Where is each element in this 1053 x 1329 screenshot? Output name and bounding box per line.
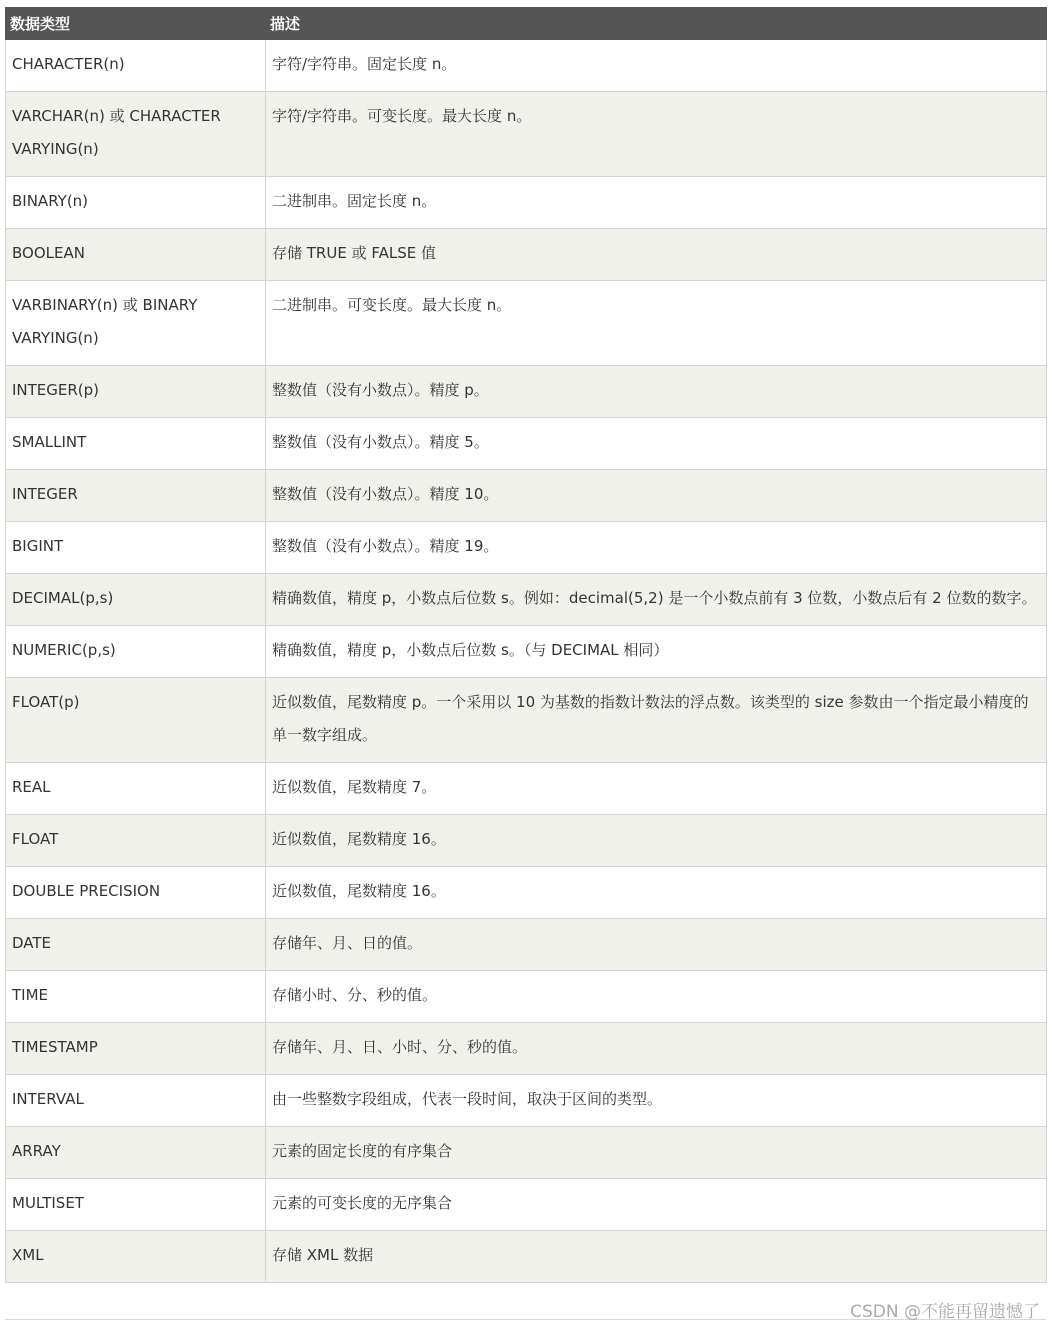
table-row [6, 229, 1047, 281]
table-row [6, 678, 1047, 763]
cell-description: 元素的固定长度的有序集合 [266, 1127, 1047, 1179]
cell-description: 由一些整数字段组成，代表一段时间，取决于区间的类型。 [266, 1075, 1047, 1127]
cell-description: 存储 XML 数据 [266, 1231, 1047, 1283]
cell-description: 二进制串。可变长度。最大长度 n。 [266, 281, 1047, 366]
cell-data-type: BINARY(n) [6, 177, 266, 229]
cell-data-type: NUMERIC(p,s) [6, 626, 266, 678]
table-row [6, 1231, 1047, 1283]
cell-data-type: CHARACTER(n) [6, 40, 266, 92]
table-row [6, 1179, 1047, 1231]
table-body [6, 40, 1047, 1283]
cell-data-type: INTERVAL [6, 1075, 266, 1127]
cell-description: 精确数值，精度 p，小数点后位数 s。（与 DECIMAL 相同） [266, 626, 1047, 678]
cell-data-type: FLOAT [6, 815, 266, 867]
cell-description: 精确数值，精度 p，小数点后位数 s。例如：decimal(5,2) 是一个小数点前有 3 位数，小数点后有 2 位数的数字。 [266, 574, 1047, 626]
cell-description: 整数值（没有小数点）。精度 10。 [266, 470, 1047, 522]
cell-data-type: BIGINT [6, 522, 266, 574]
cell-data-type: DOUBLE PRECISION [6, 867, 266, 919]
cell-data-type: DECIMAL(p,s) [6, 574, 266, 626]
header-description: 描述 [266, 8, 1047, 40]
cell-data-type: VARCHAR(n) 或 CHARACTER VARYING(n) [6, 92, 266, 177]
table-row [6, 470, 1047, 522]
cell-data-type: REAL [6, 763, 266, 815]
table-row [6, 281, 1047, 366]
cell-description: 存储小时、分、秒的值。 [266, 971, 1047, 1023]
table-row [6, 92, 1047, 177]
table-row [6, 177, 1047, 229]
cell-data-type: TIMESTAMP [6, 1023, 266, 1075]
cell-description: 字符/字符串。固定长度 n。 [266, 40, 1047, 92]
table-row [6, 1127, 1047, 1179]
table-row [6, 919, 1047, 971]
cell-description: 近似数值，尾数精度 7。 [266, 763, 1047, 815]
cell-description: 存储 TRUE 或 FALSE 值 [266, 229, 1047, 281]
cell-data-type: DATE [6, 919, 266, 971]
csdn-watermark: CSDN @不能再留遗憾了 [850, 1302, 1040, 1322]
cell-description: 存储年、月、日、小时、分、秒的值。 [266, 1023, 1047, 1075]
header-data-type: 数据类型 [6, 8, 266, 40]
table-row [6, 971, 1047, 1023]
cell-description: 整数值（没有小数点）。精度 p。 [266, 366, 1047, 418]
cell-data-type: VARBINARY(n) 或 BINARY VARYING(n) [6, 281, 266, 366]
table-row [6, 626, 1047, 678]
cell-description: 近似数值，尾数精度 16。 [266, 815, 1047, 867]
table-row [6, 1023, 1047, 1075]
cell-data-type: INTEGER(p) [6, 366, 266, 418]
cell-description: 字符/字符串。可变长度。最大长度 n。 [266, 92, 1047, 177]
cell-data-type: SMALLINT [6, 418, 266, 470]
table-row [6, 40, 1047, 92]
table-row [6, 1075, 1047, 1127]
cell-data-type: TIME [6, 971, 266, 1023]
cell-description: 近似数值，尾数精度 16。 [266, 867, 1047, 919]
table-row [6, 418, 1047, 470]
table-row [6, 815, 1047, 867]
cell-data-type: INTEGER [6, 470, 266, 522]
data-types-table-container [5, 7, 1046, 1283]
table-row [6, 867, 1047, 919]
cell-description: 存储年、月、日的值。 [266, 919, 1047, 971]
cell-data-type: MULTISET [6, 1179, 266, 1231]
table-row [6, 763, 1047, 815]
table-row [6, 574, 1047, 626]
cell-data-type: ARRAY [6, 1127, 266, 1179]
header-row [6, 8, 1047, 40]
cell-description: 整数值（没有小数点）。精度 5。 [266, 418, 1047, 470]
table-row [6, 522, 1047, 574]
cell-data-type: XML [6, 1231, 266, 1283]
cell-data-type: BOOLEAN [6, 229, 266, 281]
cell-description: 元素的可变长度的无序集合 [266, 1179, 1047, 1231]
cell-description: 整数值（没有小数点）。精度 19。 [266, 522, 1047, 574]
table-row [6, 366, 1047, 418]
table-header [6, 8, 1047, 40]
cell-description: 二进制串。固定长度 n。 [266, 177, 1047, 229]
data-types-table [5, 7, 1047, 1283]
cell-data-type: FLOAT(p) [6, 678, 266, 763]
cell-description: 近似数值，尾数精度 p。一个采用以 10 为基数的指数计数法的浮点数。该类型的 size 参数由一个指定最小精度的单一数字组成。 [266, 678, 1047, 763]
